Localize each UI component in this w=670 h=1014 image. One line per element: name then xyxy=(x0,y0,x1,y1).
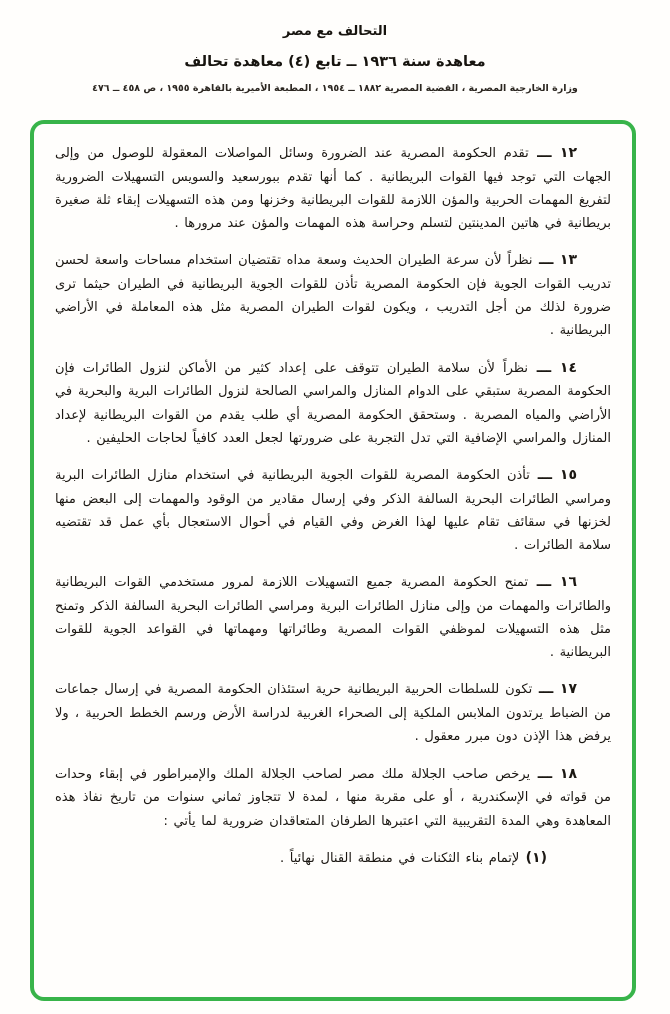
treaty-clause: ١٧ ـــ تكون للسلطات الحربية البريطانية حرية استئذان الحكومة المصرية في إرسال جماعات من الضباط يرتدون الملابس الملكية إلى الصحراء الغربية لدراسة الأرض ورسم الخطط الحربية ، ولا يرفض هذا الإذن دون مبرر معقول . xyxy=(55,681,611,745)
clause-number: ١٨ ـــ xyxy=(530,765,577,782)
treaty-subclause: (١) لإتمام بناء الثكنات في منطقة القنال نهائياً . xyxy=(280,849,547,866)
source-citation: وزارة الخارجية المصرية ، القضية المصرية ١٨٨٢ ــ ١٩٥٤ ، المطبعة الأميرية بالقاهرة ١٩٥٥ ، ص ٤٥٨ ــ ٤٧٦ xyxy=(92,83,578,94)
document-frame xyxy=(30,120,636,1001)
clause-number: ١٢ ـــ xyxy=(528,145,578,161)
treaty-clause: ١٥ ـــ تأذن الحكومة المصرية للقوات الجوية البريطانية في استخدام منازل الطائرات البرية ومراسي الطائرات البحرية السالفة الذكر وفي إرسال مقادير من الوقود والمهمات إلى البعض منها لخزنها في سقائف تقام عليها لهذا الغرض وفي القيام في أحوال الاستعجال بأي عمل قد تقتضيه سلامة الطائرات . xyxy=(55,466,611,553)
clause-number: (١) xyxy=(519,849,547,866)
clause-number: ١٤ ـــ xyxy=(528,359,577,376)
page-subtitle: معاهدة سنة ١٩٣٦ ــ تابع (٤) معاهدة تحالف xyxy=(184,54,486,70)
treaty-clause: ١٢ ـــ تقدم الحكومة المصرية عند الضرورة وسائل المواصلات المعقولة للوصول من وإلى الجهات التي توجد فيها القوات البريطانية . كما أنها تقدم ببورسعيد والسويس التسهيلات الضرورية لتفريغ المهمات الحربية والمؤن اللازمة للقوات البريطانية وخزنها ومن هذه التسهيلات إبقاء ثلة صغيرة بريطانية في هاتين المدينتين لتسلم وحراسة هذه المهمات والمؤن عند مرورها . xyxy=(55,145,611,232)
clause-number: ١٣ ـــ xyxy=(532,252,578,269)
clause-number: ١٦ ـــ xyxy=(528,574,577,591)
treaty-clause: ١٨ ـــ يرخص صاحب الجلالة ملك مصر لصاحب الجلالة الملك والإمبراطور في إبقاء وحدات من قواته في الإسكندرية ، أو على مقربة منها ، لمدة لا تتجاوز ثماني سنوات من تاريخ نفاذ هذه المعاهدة وهي المدة التقريبية التي اعتبرها الطرفان المتعاقدان ضرورية لما يأتي : xyxy=(55,765,611,829)
treaty-clause: ١٦ ـــ تمنح الحكومة المصرية جميع التسهيلات اللازمة لمرور مستخدمي القوات البريطانية والطائرات والمهمات من وإلى منازل الطائرات البرية ومراسي الطائرات البحرية السالفة الذكر وتمنح مثل هذه التسهيلات لموظفي القوات المصرية وطائراتها ومهماتها في القواعد الجوية للقوات البريطانية . xyxy=(55,574,611,661)
clause-number: ١٥ ـــ xyxy=(529,466,577,483)
page-title: التحالف مع مصر xyxy=(282,24,388,39)
clause-number: ١٧ ـــ xyxy=(532,681,577,698)
clause-list xyxy=(55,141,611,871)
treaty-clause: ١٤ ـــ نظراً لأن سلامة الطيران تتوقف على إعداد كثير من الأماكن لنزول الطائرات فإن الحكومة المصرية ستبقي على الدوام المنازل والمراسي الصالحة لنزول الطائرات البرية والبحرية في الأراضي والمياه المصرية . وستحقق الحكومة المصرية أي طلب يقدم من القوات البريطانية لإعداد المنازل والمراسي الإضافية التي تدل التجربة على ضرورتها لجعل العدد كافياً لحاجات الحليفين . xyxy=(55,359,611,446)
page-header xyxy=(0,0,670,94)
treaty-clause: ١٣ ـــ نظراً لأن سرعة الطيران الحديث وسعة مداه تقتضيان استخدام مساحات واسعة لحسن تدريب القوات الجوية فإن الحكومة المصرية تأذن للقوات الجوية البريطانية في الطيران حيثما ترى ضرورة لذلك من أجل التدريب ، ويكون لقوات الطيران المصرية مثل هذه المعاملة في الأراضي البريطانية . xyxy=(55,252,611,339)
